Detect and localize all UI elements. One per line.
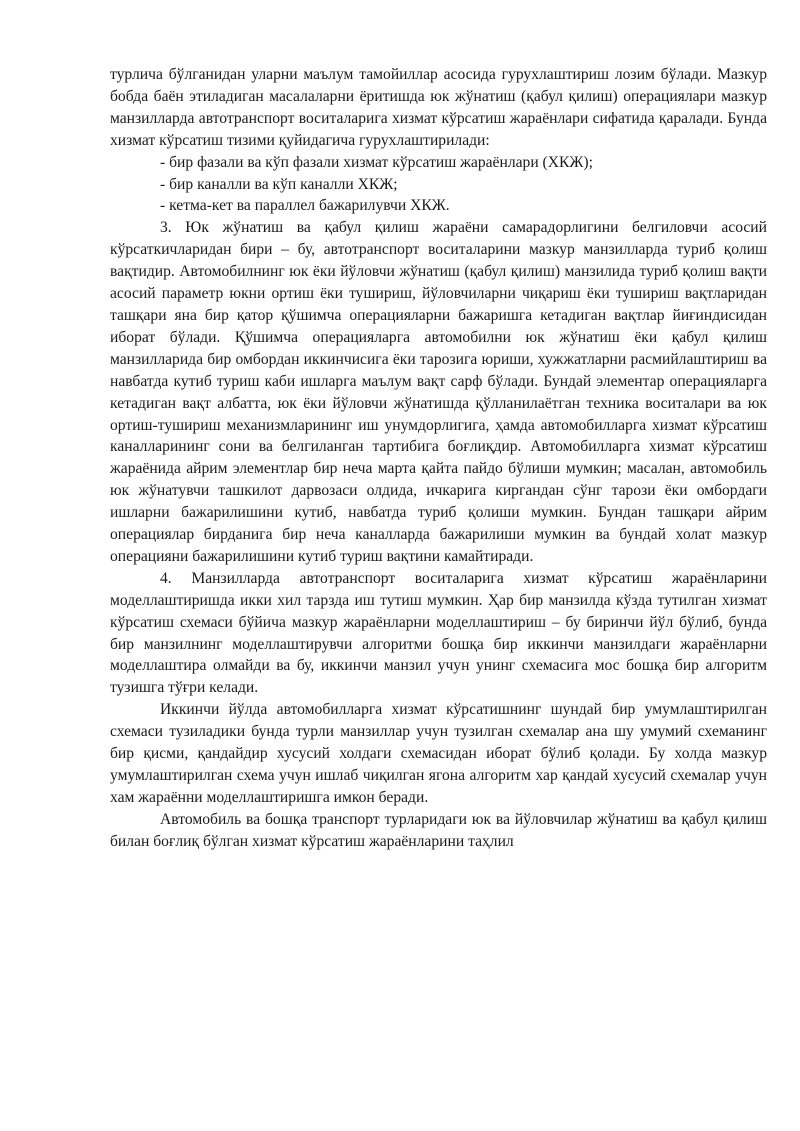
list-item-single-multi-phase: - бир фазали ва кўп фазали хизмат кўрсатиш жараёнлари (ХКЖ); bbox=[160, 153, 593, 171]
list-item-sequential-parallel: - кетма-кет ва параллел бажарилувчи ХКЖ. bbox=[160, 197, 450, 215]
paragraph-second-approach: Иккинчи йўлда автомобилларга хизмат кўрсатишнинг шундай бир умумлаштирилган схемаси тузиладики бунда турли манзиллар учун тузилган схемалар ана шу умумий схеманинг бир қисми, қандайдир хусусий холдаги схемасидан иборат бўлиб қолади. Бу холда мазкур умумлаштирилган схема учун ишлаб чиқилган ягона алгоритм хар қандай хусусий схемалар учун хам жараённи моделлаштиришга имкон беради. bbox=[110, 701, 767, 806]
paragraph-point-4: 4. Манзилларда автотранспорт воситаларига хизмат кўрсатиш жараёнларини моделлаштиришда икки хил тарзда иш тутиш мумкин. Ҳар бир манзилда кўзда тутилган хизмат кўрсатиш схемаси бўйича мазкур жараёнларни моделлаштириш – бу биринчи йўл бўлиб, бунда бир манзилнинг моделлаштирувчи алгоритми бошқа бир иккинчи манзилдаги жараёнларни моделлаштира олмайди ва бу, иккинчи манзил учун унинг схемасига мос бошқа бир алгоритм тузишга тўғри келади. bbox=[110, 569, 767, 697]
document-page bbox=[110, 64, 767, 853]
paragraph-continuation: турлича бўлганидан уларни маълум тамойиллар асосида гурухлаштириш лозим бўлади. Мазкур бобда баён этиладиган масалаларни ёритишда юк жўнатиш (қабул қилиш) операциялари мазкур манзилларда автотранспорт воситаларига хизмат кўрсатиш жараёнлари сифатида қаралади. Бунда хизмат кўрсатиш тизими қуйидагича гурухлаштирилади: bbox=[110, 66, 767, 149]
paragraph-final: Автомобиль ва бошқа транспорт турларидаги юк ва йўловчилар жўнатиш ва қабул қилиш билан боғлиқ бўлган хизмат кўрсатиш жараёнларини таҳлил bbox=[110, 810, 767, 850]
list-item-single-multi-channel: - бир каналли ва кўп каналли ХКЖ; bbox=[160, 175, 398, 193]
paragraph-point-3: 3. Юк жўнатиш ва қабул қилиш жараёни самарадорлигини белгиловчи асосий кўрсаткичларидан бири – бу, автотранспорт воситаларини мазкур манзилларда туриб қолиш вақтидир. Автомобилнинг юк ёки йўловчи жўнатиш (қабул қилиш) манзилида туриб қолиш вақти асосий параметр юкни ортиш ёки тушириш, йўловчиларни чиқариш ёки тушириш вақтларидан ташқари яна бир қатор қўшимча операцияларни бажаришга кетадиган вақтлар йиғиндисидан иборат бўлади. Қўшимча операцияларга автомобилни юк жўнатиш ёки қабул қилиш манзилларида бир омбордан иккинчисига ёки тарозига юриши, хужжатларни расмийлаштириш ва навбатда кутиб туриш каби ишларга маълум вақт сарф бўлади. Бундай элементар операцияларга кетадиган вақт албатта, юк ёки йўловчи жўнатишда қўлланилаётган техника воситалари ва юк ортиш-тушириш механизмларининг иш унумдорлигига, ҳамда автомобилларга хизмат кўрсатиш каналларининг сони ва белгиланган тартибига боғлиқдир. Автомобилларга хизмат кўрсатиш жараёнида айрим элементлар бир неча марта қайта пайдо бўлиши мумкин; масалан, автомобиль юк жўнатувчи ташкилот дарвозаси олдида, ичкарига киргандан сўнг тарози ёки омбордаги ишларни бажарилишини кутиб, навбатда туриб қолиши мумкин. Бундан ташқари айрим операциялар бирданига бир неча каналларда бажарилиши мумкин ва бундай холат мазкур операцияни бажарилишини кутиб туриш вақтини камайтиради. bbox=[110, 219, 767, 565]
